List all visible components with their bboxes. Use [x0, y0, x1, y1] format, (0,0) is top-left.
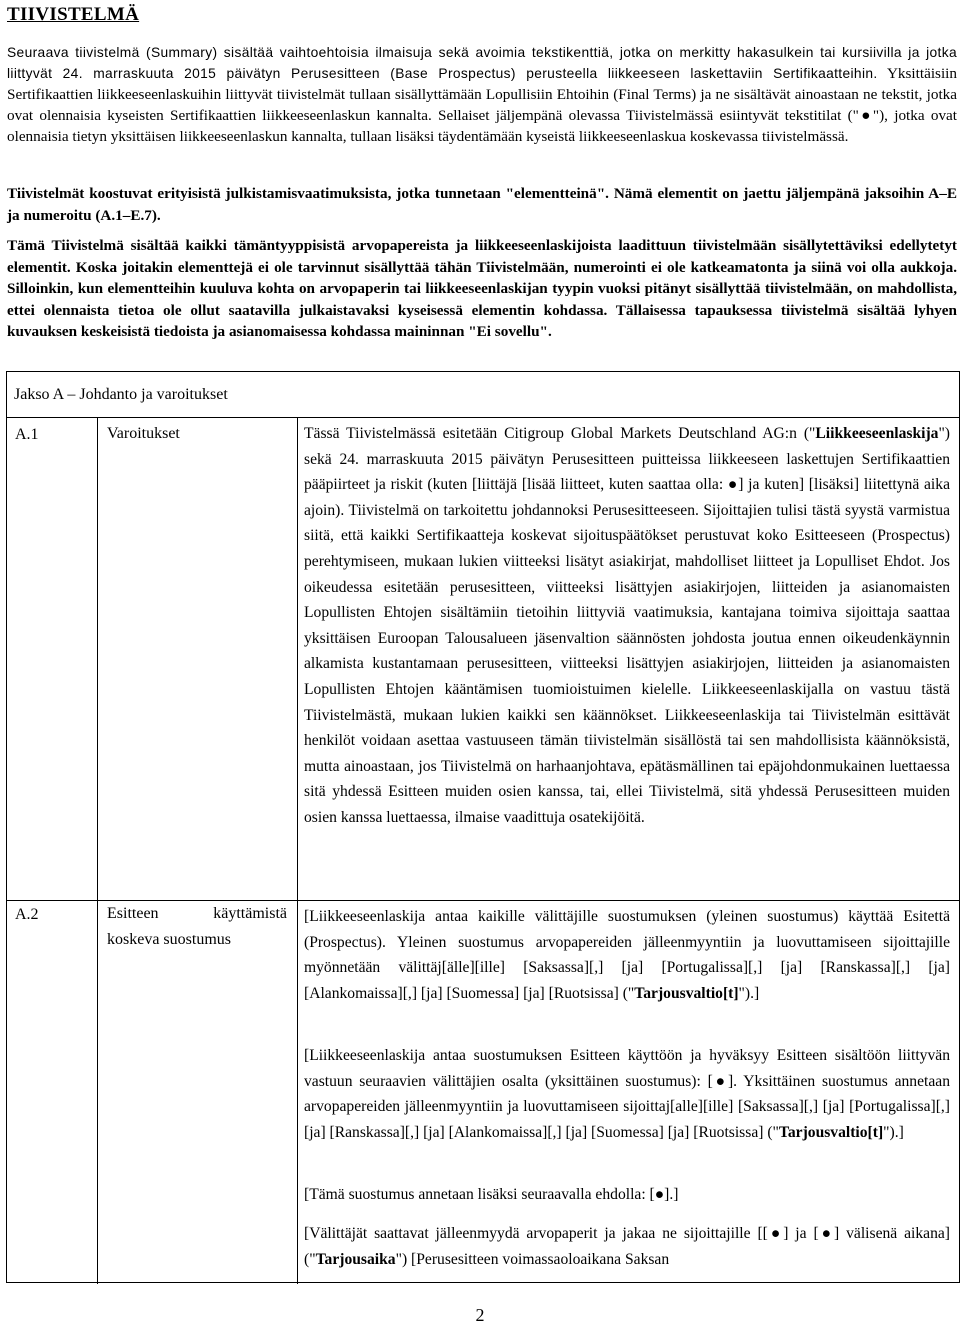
element-title: Esitteen käyttämistä koskeva suostumus	[107, 905, 287, 948]
defined-term: Liikkeeseenlaskija	[815, 425, 939, 442]
element-id: A.1	[15, 426, 39, 443]
section-a-table	[6, 371, 960, 1283]
element-text	[304, 1182, 950, 1208]
defined-term: Tarjousvaltio[t]	[634, 984, 739, 1002]
intro-rest: Yksittäisiin Sertifikaattien liikkeeseenlaskuihin liittyvät tiivistelmät tullaan sisällyttämään Lopullisiin Ehtoihin (Final Terms) ja ne sisältävät ainoastaan ne tekstit, jotka ovat olennaisia kyseisten Sertifikaattien liikkeeseenlaskun kannalta. Sellaiset jäljempänä olevassa Tiivistelmässä esiintyvät tekstitilat ("●"), jotka ovat olennaisia tietyn yksittäisen liikkeeseenlaskun kannalta, tullaan lisäksi täydentämään kyseistä liikkeeseenlaskua koskevassa tiivistelmässä.	[7, 65, 957, 145]
text-part: ").]	[883, 1123, 904, 1141]
intro-lead: Seuraava tiivistelmä (Summary) sisältää vaihtoehtoisia ilmaisuja sekä avoimia tekstikenttiä, jotka on merkitty hakasulkein tai kursiivilla ja jotka liittyvät 24. marraskuuta 2015 päivätyn Perusesitteen (Base Prospectus) perusteella liikkeeseen laskettaviin Sertifikaatteihin.	[7, 45, 957, 81]
element-text	[304, 1043, 950, 1145]
text-part: ").]	[738, 984, 760, 1002]
defined-term: Tarjousvaltio[t]	[778, 1123, 884, 1141]
section-header-label: Jakso A – Johdanto ja varoitukset	[14, 386, 228, 403]
element-text	[304, 904, 950, 1006]
text-part: [Liikkeeseenlaskija antaa kaikille välittäjille suostumuksen (yleinen suostumus) käyttää Esitettä (Prospectus). Yleinen suostumus arvopapereiden jälleenmyyntiin ja luovuttamiseen sijoittajille myönnetään välittäj[älle][ille] [Saksassa][,] [ja] [Portugalissa][,] [ja] [Ranskassa][,] [ja] [Alankomaissa][,] [ja] [Suomessa] [ja] [Ruotsissa] ("	[304, 908, 950, 1002]
element-id: A.2	[15, 906, 39, 923]
section-header	[7, 372, 959, 418]
element-text	[304, 1221, 950, 1272]
text-part: Tässä Tiivistelmässä esitetään Citigroup Global Markets Deutschland AG:n ("	[304, 425, 816, 442]
element-title: Varoitukset	[107, 425, 180, 442]
text-part: ") [Perusesitteen voimassaoloaikana Saksan	[395, 1250, 670, 1268]
elements-paragraph: Tiivistelmät koostuvat erityisistä julkistamisvaatimuksista, jotka tunnetaan "elementteinä". Nämä elementit on jaettu jäljempänä jaksoihin A–E ja numeroitu (A.1–E.7).	[7, 185, 957, 224]
text-part: ") sekä 24. marraskuuta 2015 päivätyn Perusesitteen puitteissa liikkeeseen laskettujen Sertifikaattien pääpiirteet ja riskit (kuten [liittäjä [lisää liitteet, kuten saattaa olla: ●] ja kuten] [lisäksi] liitettynä aika ajoin). Tiivistelmä on tarkoitettu johdannoksi Perusesitteeseen. Sijoittajien tulisi tästä syystä varmistua siitä, että kaikki Sertifikaatteja koskevat sijoituspäätökset perustuvat koko Esitteeseen (Prospectus) perehtymiseen, mukaan lukien viitteeksi lisätyt asiakirjat, mahdolliset liitteet ja Lopulliset Ehdot. Jos oikeudessa esitetään perusesitteen, viitteeksi lisättyjen asiakirjojen, liitteiden ja asianomaisten Lopullisten Ehtojen sisältämiin tietoihin liittyviä vaatimuksia, kantajana toimiva sijoittaja saattaa yksittäisen Euroopan Talousalueen jäsenvaltion säännösten johdosta joutua ennen oikeudenkäynnin alkamista kustantamaan perusesitteen, viitteeksi lisättyjen asiakirjojen, liitteiden ja asianomaisten Lopullisten Ehtojen kääntämisen tuomioistuimen kielelle. Liikkeeseenlaskijalla on vastuu tästä Tiivistelmästä, mukaan lukien kaikki sen käännökset. Liikkeeseenlaskija tai Tiivistelmän esittävät henkilöt voidaan asettaa vastuuseen tämän tiivistelmän sisällöstä tai sen mahdollisista käännöksistä, mutta ainoastaan, jos Tiivistelmä on harhaanjohtava, epätäsmällinen tai epäjohdonmukainen luettaessa sitä yhdessä Esitteen muiden osien kanssa, tai, ellei Tiivistelmä, sitä yhdessä Perusesitteen muiden osien kanssa luettaessa, ilmaise vaadittuja osatekijöitä.	[304, 425, 950, 826]
defined-term: Tarjousaika	[315, 1250, 396, 1268]
page-number: 2	[475, 1305, 485, 1325]
column-divider	[97, 418, 98, 1284]
intro-paragraph	[7, 42, 957, 147]
element-text	[304, 421, 950, 831]
text-part: [Välittäjät saattavat jälleenmyydä arvopaperit ja jakaa ne sijoittajille [[●] ja [●] välisenä aikana] ("	[304, 1225, 950, 1268]
text-part: [Liikkeeseenlaskija antaa suostumuksen Esitteen käyttöön ja hyväksyy Esitteen sisältöön liittyvän vastuun seuraavien välittäjien osalta (yksittäinen suostumus): [●]. Yksittäinen suostumus annetaan arvopapereiden jälleenmyyntiin ja luovuttamiseen sijoittaj[alle][ille] [Saksassa][,] [ja] [Portugalissa][,] [ja] [Ranskassa][,] [ja] [Alankomaissa][,] [ja] [Suomessa] [ja] [Ruotsissa] ("	[304, 1047, 950, 1141]
page-title: TIIVISTELMÄ	[7, 4, 140, 25]
column-divider	[297, 418, 298, 1284]
content-paragraph: Tämä Tiivistelmä sisältää kaikki tämäntyyppisistä arvopapereista ja liikkeeseenlaskijoista laadittuun tiivistelmään sisällytettäviksi edellytetyt elementit. Koska joitakin elementtejä ei ole tarvinnut sisällyttää tähän Tiivistelmään, numerointi ei ole katkeamatonta ja siinä voi olla aukkoja. Silloinkin, kun elementteihin kuuluva kohta on arvopaperin tai liikkeeseenlaskijan tyypin vuoksi pitänyt sisällyttää tiivistelmään, on mahdollista, ettei olennaista tietoa ole ollut saatavilla julkaistavaksi kyseisessä elementin kohdassa. Tällaisessa tapauksessa tiivistelmä sisältää lyhyen kuvauksen keskeisistä tiedoista ja asianomaisessa kohdassa maininnan "Ei sovellu".	[7, 237, 957, 340]
text-part: [Tämä suostumus annetaan lisäksi seuraavalla ehdolla: [●].]	[304, 1186, 679, 1203]
